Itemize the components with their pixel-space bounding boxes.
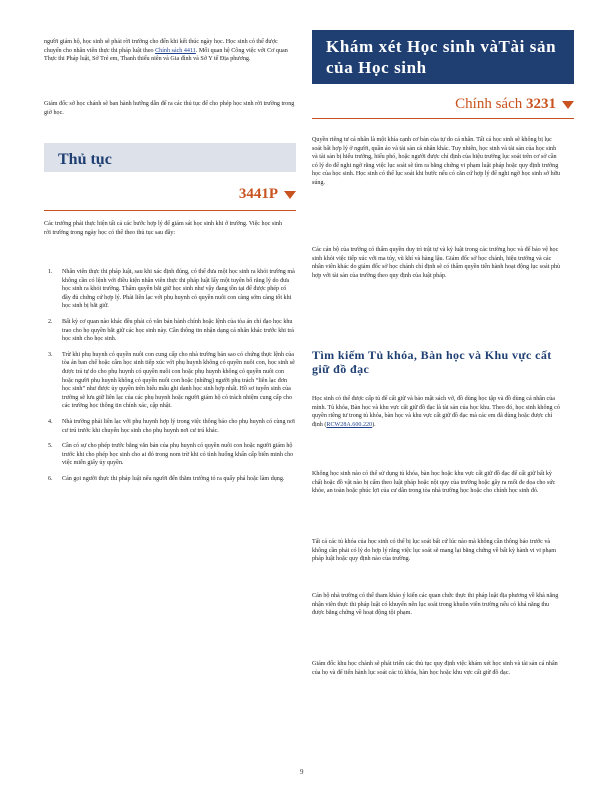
policy-header: [312, 96, 574, 113]
procedure-number: 3.: [48, 351, 53, 358]
procedure-item: [44, 351, 296, 411]
superintendent-paragraph: [312, 660, 562, 677]
page-number: 9: [300, 768, 304, 776]
triangle-down-icon: [562, 101, 574, 109]
procedure-number: 4.: [48, 418, 53, 425]
procedure-text: Cần có sự cho phép trước bằng văn bản của phụ huynh có quyền nuôi con hoặc người giám hộ trước khi cho phép học sinh cho ai đó trong nom trừ khi có tình huống khẩn cấp biên minh cho việc miễn giấy ủy quyền.: [62, 443, 294, 467]
locker-search-heading: [312, 348, 562, 376]
locker-text-after: ).: [372, 421, 376, 428]
triangle-down-icon: [284, 191, 296, 199]
locker-search-title: Tìm kiếm Tủ khóa, Bàn học và Khu vực cất giữ đồ đạc: [312, 348, 552, 376]
policy-word: Chính sách: [455, 96, 523, 112]
procedures-title: Thủ tục: [58, 151, 112, 168]
law-enforcement-text: Cán bộ nhà trường có thể tham khảo ý kiến các quan chức thực thi pháp luật địa phương về khả năng nhận viên thực thi pháp luật có khuyến nên lục soát trong khuôn viên trường nếu có khả năng thu được bằng chứng về hoạt động tội phạm.: [312, 593, 559, 617]
procedures-intro: [44, 220, 284, 237]
procedure-text: Nhân viên thực thi pháp luật, sau khi xác định đúng, có thể đưa một học sinh ra khỏi trường mà không cần có lệnh với điều kiện nhân viên thực thi pháp luật lấy một tuyên bố rằng lý do đưa học sinh ra khỏi trường. Thẩm quyền bắt giữ học sinh như vậy đang tồn tại để được phép có đầy đủ chứng cứ hợp lý. Phải liên lạc với phụ huynh có quyền nuôi con càng sớm càng tốt khi học sinh bị bắt giữ.: [62, 269, 295, 310]
privacy-text: Quyền riêng tư cá nhân là một khía cạnh cơ bản của tự do cá nhân. Tất cả học sinh sẽ không bị lục soát bất hợp lý ở người, quần áo và tài sản cá nhân khác. Tuy nhiên, học sinh và tài sản của học sinh và tài sản bị hiểu trường, hiểu phó, hoặc người được chỉ định của hiệu trưởng lục soát trên cơ sở cần có lý do để nghi ngờ rằng việc lục soát sẽ tìm ra bằng chứng vi phạm luật pháp hoặc quy định trường học của học sinh. Học sinh có thể lục soát khi bước nếu có căn cứ hợp lý để nghi ngờ học sinh sở hữu súng.: [312, 137, 561, 186]
prohibited-items-text: Không học sinh nào có thể sử dụng tủ khóa, bàn học hoặc khu vực cất giữ đồ đạc để cất giữ bất kỳ chất hoặc đồ vật nào bị cấm theo luật pháp hoặc nội quy của trường hoặc gây ra mối đe dọa cho sức khỏe, an toàn hoặc phúc lợi của cư dân trong tòa nhà trường học hoặc cho chính học sinh đó.: [312, 471, 556, 495]
prohibited-items-paragraph: [312, 470, 562, 496]
intro2-text: Giám đốc sở học chánh sẽ ban hành hướng dẫn để ra các thủ tục để cho phép học sinh rời trường trong giờ học.: [44, 101, 295, 116]
procedure-text: Nhà trường phải liên lạc với phụ huynh hợp lý trong việc thông báo cho phụ huynh có cùng nơi cư trú trước khi chuyển học sinh cho phụ huynh nơi cư trú khác.: [62, 418, 295, 434]
procedure-item: [44, 318, 296, 344]
procedure-text: Bất kỳ cơ quan nào khác đều phải có văn bản hành chính hoặc lệnh của tòa án chỉ đạo học khu trao cho họ quyền bắt giữ các học sinh này. Cần thông tin nhận dạng cá nhân khác trước khi trả học sinh cho học sinh.: [62, 318, 294, 343]
document-title-box: [312, 30, 574, 84]
rcw-link[interactable]: RCW28A.600.220: [326, 421, 373, 428]
procedure-number: 1.: [48, 269, 53, 275]
intro-paragraph: [44, 38, 296, 64]
procedure-item: [44, 442, 296, 468]
policy-code: 3231: [526, 96, 556, 112]
superintendent-text: Giám đốc khu học chánh sẽ phát triển các thủ tục quy định việc khám xét học sinh và tài sản cá nhân của họ và để tiến hành lục soát các tủ khóa, bàn học hoặc khu vực cất giữ đồ đạc.: [312, 661, 558, 676]
procedures-list: [44, 268, 296, 490]
policy-4411-link[interactable]: Chính sách 4411: [155, 47, 196, 54]
locker-paragraph: [312, 395, 562, 429]
authority-text: Các cán bộ của trường có thẩm quyền duy trì trật tự và kỷ luật trong các trường học và để bảo vệ học sinh khỏi việc tiếp xúc với ma túy, vũ khí và hàng lậu. Giám đốc sở học chánh, hiệu trưởng và các nhân viên khác do giám đốc sở học chánh chỉ định sẽ có thẩm quyền tiến hành hoạt động lục soát phù hợp với tài sản của trường theo quy định của luật pháp.: [312, 247, 561, 279]
procedure-item: [44, 268, 296, 311]
search-anytime-paragraph: [312, 538, 562, 564]
intro-paragraph-2: [44, 100, 296, 117]
procedure-number: 5.: [48, 443, 53, 450]
document-title: Khám xét Học sinh vàTài sản của Học sinh: [326, 37, 557, 77]
procedures-intro-text: Các trường phải thực hiện tất cả các bước hợp lý để giám sát học sinh khi ở trường. Việc học sinh rời trường trong ngày học có thể theo thủ tục sau đây:: [44, 221, 283, 236]
procedures-title-box: [44, 143, 296, 172]
procedure-text: Cán gọi người thực thi pháp luật nếu người đến thăm trường tỏ ra quấy phá hoặc làm dụng.: [62, 475, 285, 482]
intro-text-before: người giám hộ, học sinh sẽ phải rời trường cho đến khi kết thúc ngày học. Học sinh có thể được chuyển cho nhân viên thực thi pháp luật theo: [44, 39, 278, 54]
procedures-divider: [44, 210, 296, 211]
procedures-code: 3441P: [238, 186, 278, 202]
policy-divider: [312, 118, 574, 119]
law-enforcement-paragraph: [312, 592, 562, 618]
locker-text-before: Học sinh có thể được cấp tủ để cất giữ và bảo mật sách vở, đồ dùng học tập và đồ dùng cá nhân của mình. Tủ khóa, Bàn học và khu vực cất giữ đồ đạc là tài sản của học khu. Theo đó, học sinh không có quyền riêng tư trong tủ khóa, bàn học và khu vực cất giữ đồ đạc mà các em đã dùng hoặc được chỉ định (: [312, 396, 560, 428]
authority-paragraph: [312, 246, 562, 280]
procedures-code-header: [44, 186, 296, 203]
procedure-number: 6.: [48, 475, 53, 482]
search-anytime-text: Tất cả các tủ khóa của học sinh có thể bị lục soát bất cứ lúc nào mà không cần thông báo trước và không cần phải có lý do hợp lý rằng việc lục soát sẽ mang lại bằng chứng về bất kỳ hành vi vi phạm pháp luật hoặc quy định nào của trường.: [312, 539, 556, 563]
procedure-text: Trừ khi phụ huynh có quyền nuôi con cung cấp cho nhà trường bản sao có chứng thực lệnh của tòa án ban chế hoặc cấm học sinh tiếp xúc với phụ huynh không có quyền nuôi con, học sinh sẽ được trả tự do cho phụ huynh có quyền nuôi con hoặc phụ huynh không có quyền nuôi con hoặc người phụ huynh không có quyền nuôi con hoặc (những) người phụ trách “liên lạc đơn học sinh” như được ủy quyền trên biểu mẫu ghi danh học sinh hợp nhất. Hồ sơ tuyển sinh của trường sẽ lưu giữ liên lạc của các phụ huynh hoặc người giám hộ có trách nhiệm cung cấp cho các trường học thông tin chính xác, cập nhật.: [62, 351, 295, 410]
intro-text-after: . Mối quan hệ Công việc với Cơ quan Thực thi Pháp luật, Sở Trẻ em, Thanh thiếu niên và Gia đình và Sở Y tế Địa phương.: [44, 47, 288, 63]
procedure-item: [44, 418, 296, 435]
procedure-number: 2.: [48, 318, 53, 325]
privacy-paragraph: [312, 136, 562, 188]
procedure-item: [44, 475, 296, 484]
